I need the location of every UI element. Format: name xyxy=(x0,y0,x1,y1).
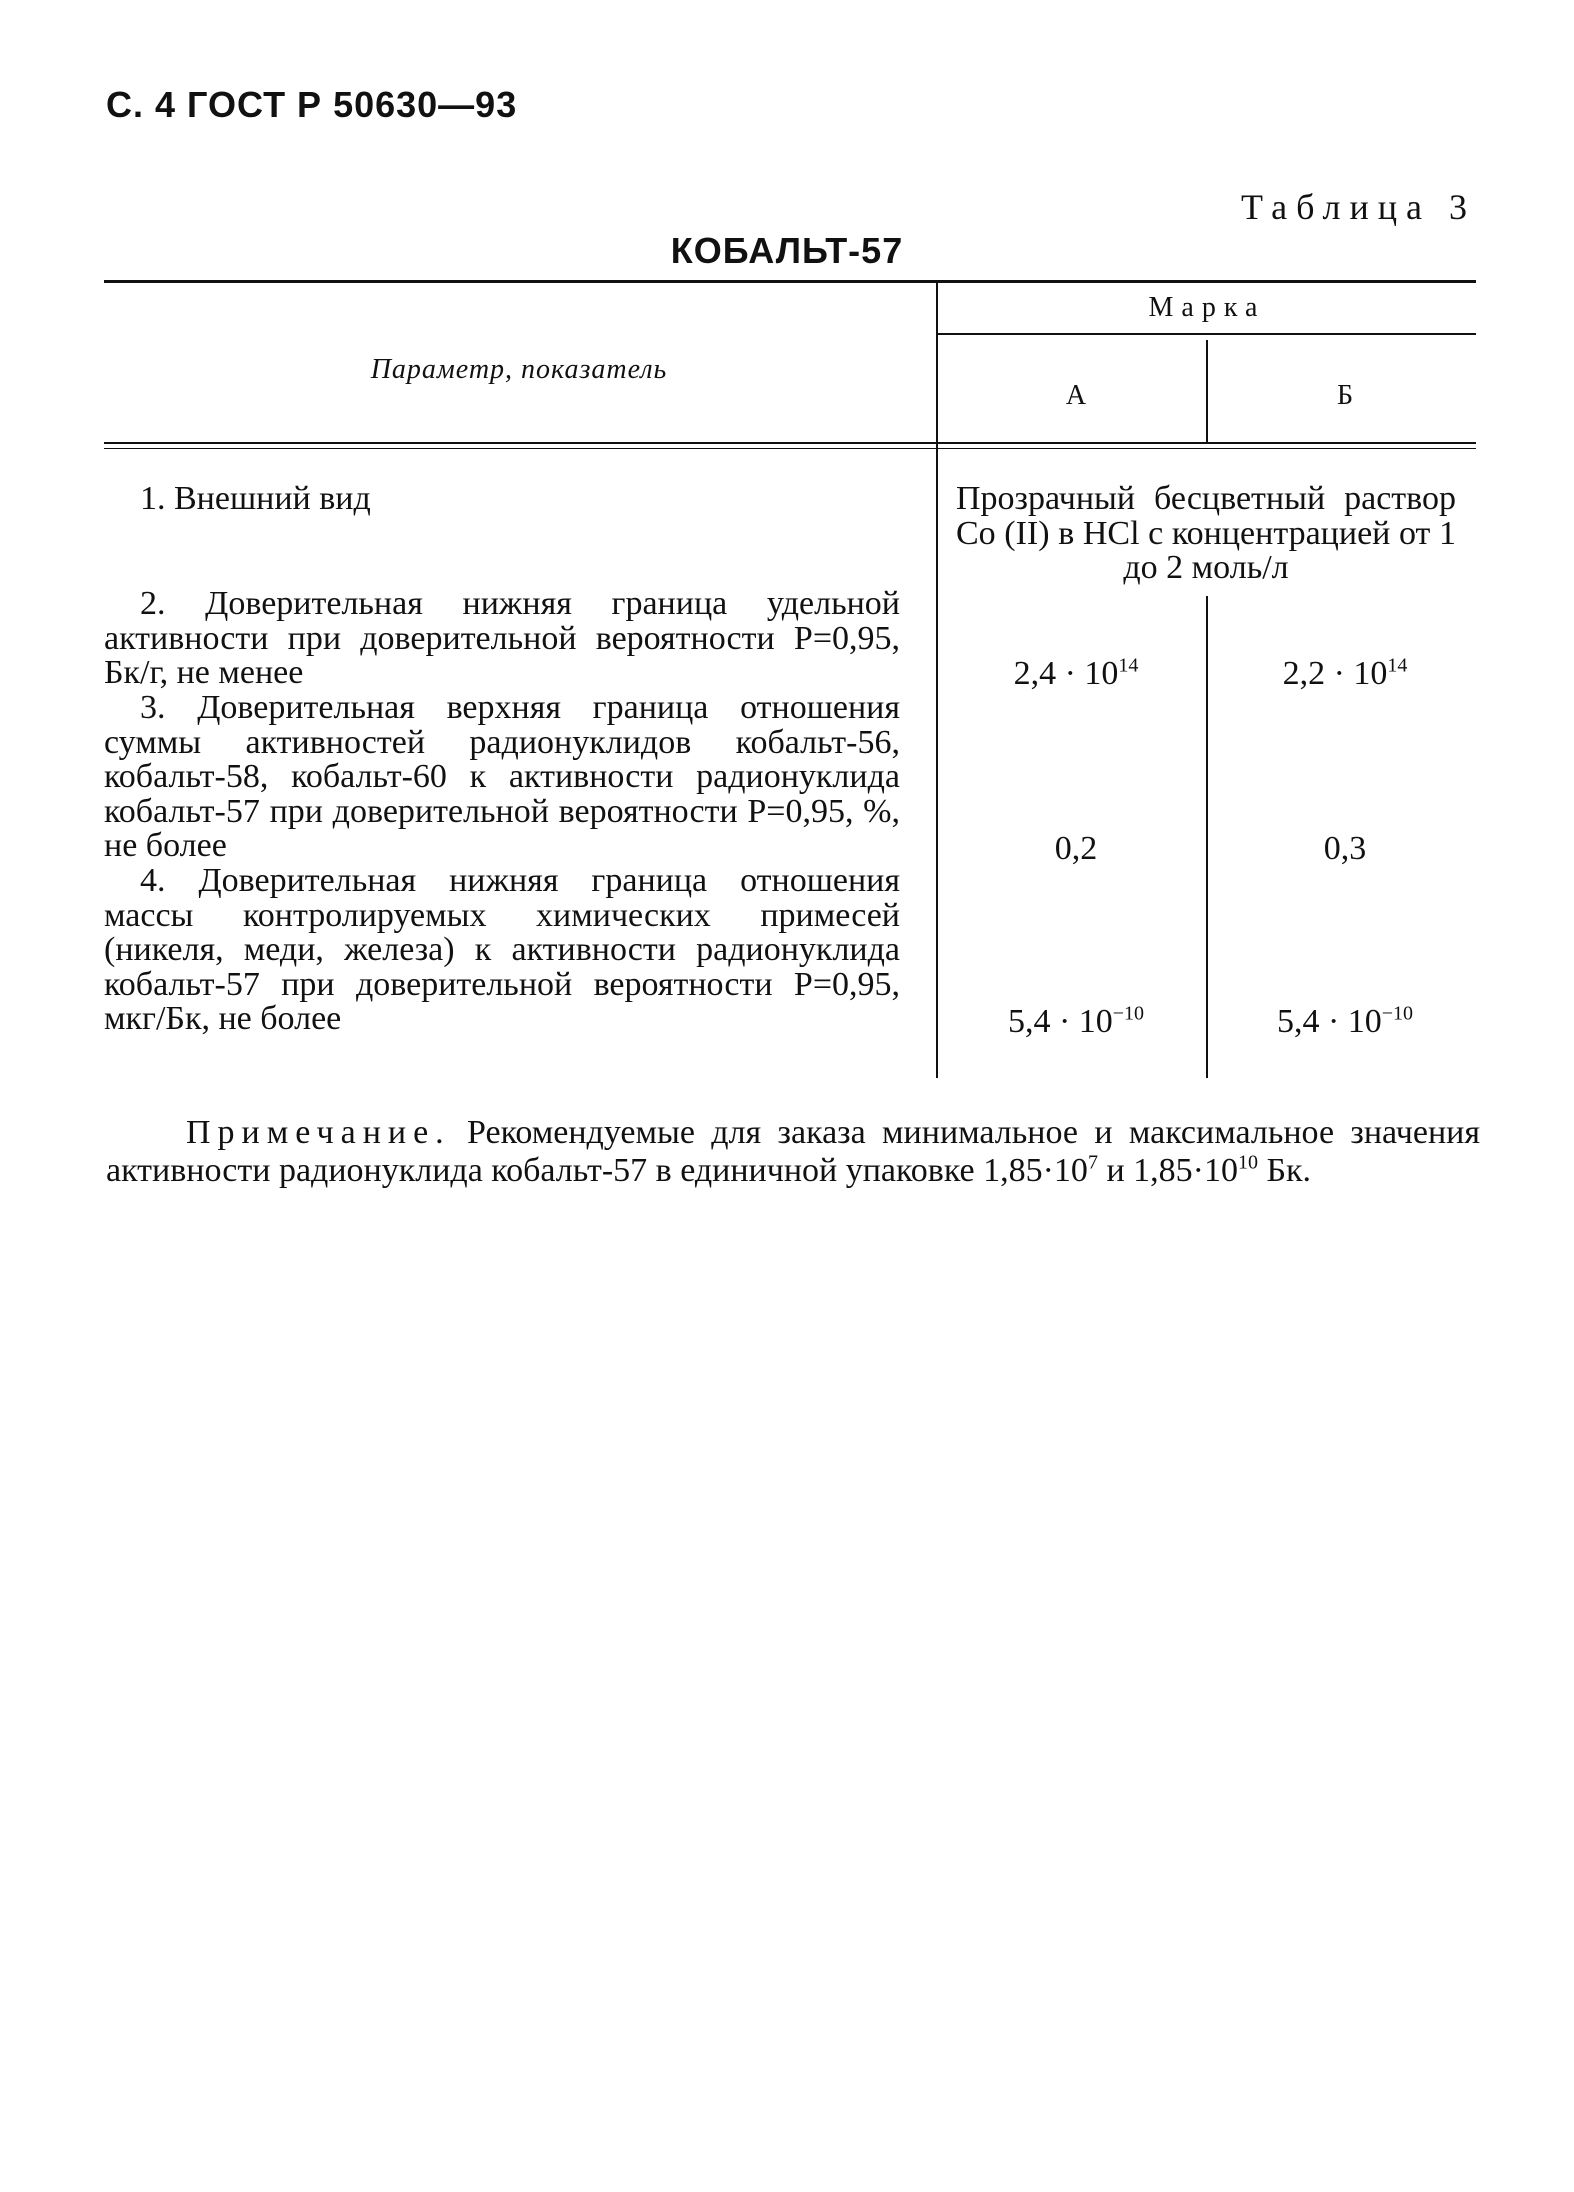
param-appearance: 1. Внешний вид xyxy=(140,480,371,517)
param-impurity-activity-ratio: 3. Доверительная верхняя граница отношения суммы активностей радионуклидов кобальт-56, кобальт-58, кобальт-60 к активности радионуклида кобальт-57 при доверительной вероятности P=0,95, %, не более xyxy=(104,689,900,864)
impurity-activity-ratio-b: 0,3 xyxy=(1323,830,1367,867)
impurity-activity-ratio-a: 0,2 xyxy=(1054,830,1098,867)
header-bottom-rule-2 xyxy=(104,448,1476,449)
grade-a-header: А xyxy=(1065,380,1087,411)
grade-header-rule xyxy=(938,333,1476,335)
grade-b-header: Б xyxy=(1336,380,1354,411)
chemical-impurities-a: $5,4 \cdot 10^{-10}$ xyxy=(1007,1002,1145,1040)
appearance-value: Прозрачный бесцветный раствор Co (II) в HCl с концентрацией от 1 до 2 моль/л xyxy=(956,480,1456,586)
note-text: Рекомендуемые для заказа минимальное и максимальное значения активности радионуклида кобальт-57 в единичной упаковке 1,85·10 xyxy=(106,1114,1480,1189)
specific-activity-b: $2,2 \cdot 10^{14}$ xyxy=(1282,654,1408,692)
table-title: КОБАЛЬТ-57 xyxy=(670,230,904,271)
note-end: Бк. xyxy=(1257,1152,1312,1189)
table-number: Таблица 3 xyxy=(1241,187,1476,227)
grade-column-header: Марка xyxy=(1148,292,1266,323)
note xyxy=(106,1114,1480,1190)
param-specific-activity: 2. Доверительная нижняя граница удельной активности при доверительной вероятности P=0,95, Бк/г, не менее xyxy=(104,585,900,691)
note-mid: и 1,85·10 xyxy=(1097,1152,1238,1189)
param-column-header: Параметр, показатель xyxy=(370,354,668,385)
page-header: С. 4 ГОСТ Р 50630—93 xyxy=(106,84,518,125)
chemical-impurities-b: $5,4 \cdot 10^{-10}$ xyxy=(1276,1002,1414,1040)
table-top-rule xyxy=(104,280,1476,283)
note-exp1: 7 xyxy=(1087,1151,1098,1174)
specific-activity-a: $2,4 \cdot 10^{14}$ xyxy=(1013,654,1139,692)
note-label: Примечание. xyxy=(186,1114,451,1151)
param-chemical-impurities: 4. Доверительная нижняя граница отношения массы контролируемых химических примесей (никеля, меди, железа) к активности радионуклида кобальт-57 при доверительной вероятности P=0,95, мкг/Бк, не более xyxy=(104,862,900,1037)
header-bottom-rule xyxy=(104,442,1476,444)
note-exp2: 10 xyxy=(1237,1151,1258,1174)
